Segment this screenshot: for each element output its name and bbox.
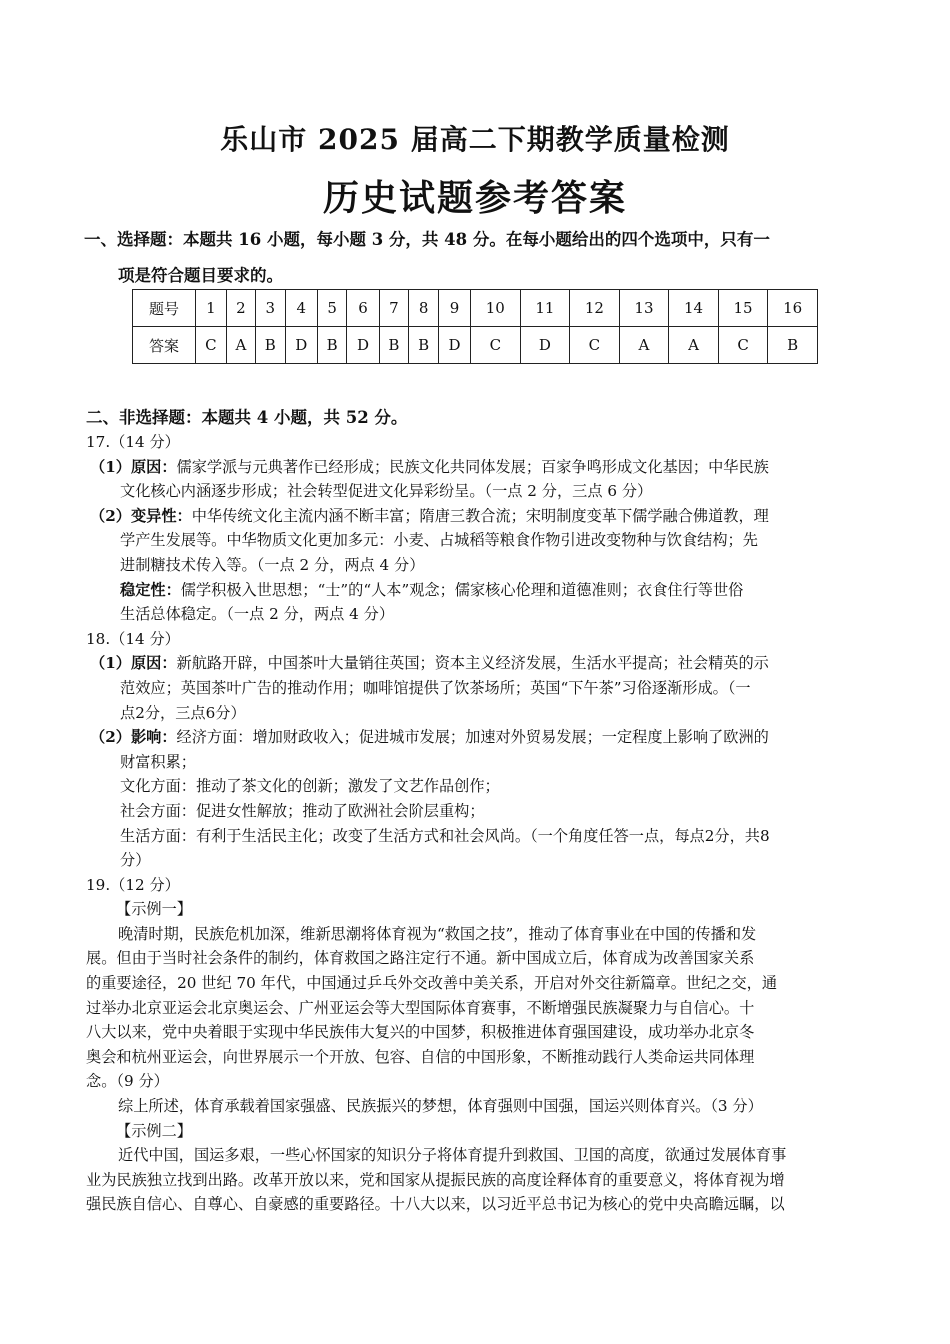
answer-table	[132, 289, 818, 364]
line-text: 业为民族独立找到出路。改革开放以来，党和国家从提振民族的高度诠释体育的重要意义，将体育视为增	[86, 1170, 785, 1189]
line-text: 分）	[120, 851, 151, 870]
line-text: 综上所述，体育承载着国家强盛、民族振兴的梦想，体育强则中国强，国运兴则体育兴。（3 分）	[118, 1097, 763, 1116]
line-text: 19.（12 分）	[86, 875, 180, 894]
text-line	[86, 504, 866, 529]
text-line	[86, 651, 866, 676]
text-line	[86, 824, 866, 849]
answer-cell: C	[471, 327, 521, 364]
answer-cell: B	[768, 327, 818, 364]
number-row-label: 题号	[133, 290, 196, 327]
line-text: 【示例一】	[116, 900, 192, 919]
text-line	[86, 1069, 866, 1094]
line-text: 儒学积极入世思想；“士”的“人本”观念；儒家核心伦理和道德准则；衣食住行等世俗	[180, 580, 744, 599]
question-number-cell: 15	[718, 290, 768, 327]
section-2-body	[86, 430, 866, 1217]
line-text: 18.（14 分）	[86, 629, 180, 648]
line-label: 稳定性：	[120, 580, 181, 599]
answer-cell: B	[379, 327, 409, 364]
answer-cell: A	[619, 327, 669, 364]
line-text: 进制糖技术传入等。（一点 2 分，两点 4 分）	[120, 555, 425, 574]
answer-cell: B	[255, 327, 285, 364]
text-line	[86, 848, 866, 873]
line-text: 文化方面：推动了茶文化的创新；激发了文艺作品创作；	[120, 777, 500, 796]
section-1-heading-line-2: 项是符合题目要求的。	[118, 266, 283, 285]
question-number-cell: 13	[619, 290, 669, 327]
question-number-cell: 10	[471, 290, 521, 327]
text-line	[86, 873, 866, 898]
line-text: 点2分，三点6分）	[120, 703, 246, 722]
line-label: （1）原因：	[90, 457, 177, 476]
text-line	[86, 1143, 866, 1168]
question-number-cell: 9	[438, 290, 470, 327]
answer-row-label: 答案	[133, 327, 196, 364]
text-line	[86, 1045, 866, 1070]
question-number-cell: 7	[379, 290, 409, 327]
answer-cell: B	[317, 327, 347, 364]
answer-cell: C	[718, 327, 768, 364]
line-text: 17.（14 分）	[86, 433, 180, 451]
text-line	[86, 479, 866, 504]
question-number-cell: 3	[255, 290, 285, 327]
line-text: 奥会和杭州亚运会，向世界展示一个开放、包容、自信的中国形象，不断推动践行人类命运共同体理	[86, 1047, 755, 1066]
text-line	[86, 1192, 866, 1217]
line-text: 生活总体稳定。（一点 2 分，两点 4 分）	[120, 605, 395, 624]
answer-cell: D	[520, 327, 570, 364]
text-line	[86, 1119, 866, 1144]
question-number-cell: 4	[285, 290, 317, 327]
line-label: （2）变异性：	[90, 506, 192, 525]
answer-table-number-row	[133, 290, 818, 327]
text-line	[86, 578, 866, 603]
question-number-cell: 16	[768, 290, 818, 327]
question-number-cell: 12	[570, 290, 620, 327]
text-line	[86, 774, 866, 799]
line-text: 念。（9 分）	[86, 1072, 169, 1091]
line-text: 生活方面：有利于生活民主化；改变了生活方式和社会风尚。（一个角度任答一点，每点2分，共8	[120, 826, 770, 845]
line-text: 的重要途径，20 世纪 70 年代，中国通过乒乓外交改善中美关系，开启对外交往新篇章。世纪之交，通	[86, 974, 778, 993]
line-text: 展。但由于当时社会条件的制约，体育救国之路注定行不通。新中国成立后，体育成为改善国家关系	[86, 949, 755, 968]
text-line	[86, 946, 866, 971]
text-line	[86, 1020, 866, 1045]
answer-cell: C	[196, 327, 227, 364]
text-line	[86, 676, 866, 701]
section-1-heading-line-1: 一、选择题：本题共 16 小题，每小题 3 分，共 48 分。在每小题给出的四个选项中，只有一	[84, 230, 770, 249]
text-line	[86, 799, 866, 824]
line-text: 财富积累；	[120, 752, 196, 771]
text-line	[86, 430, 866, 455]
section-1-heading	[84, 222, 874, 294]
line-text: 社会方面：促进女性解放；推动了欧洲社会阶层重构；	[120, 801, 485, 820]
answer-cell: A	[669, 327, 719, 364]
text-line	[86, 922, 866, 947]
text-line	[86, 627, 866, 652]
line-text: 范效应；英国茶叶广告的推动作用；咖啡馆提供了饮茶场所；英国“下午茶”习俗逐渐形成。（一	[120, 678, 751, 697]
text-line	[86, 602, 866, 627]
document-title: 历史试题参考答案	[322, 177, 627, 219]
text-line	[86, 971, 866, 996]
line-text: 学产生发展等。中华物质文化更加多元：小麦、占城稻等粮食作物引进改变物种与饮食结构；先	[120, 531, 758, 550]
question-number-cell: 6	[347, 290, 379, 327]
line-text: 经济方面：增加财政收入；促进城市发展；加速对外贸易发展；一定程度上影响了欧洲的	[176, 728, 769, 747]
line-text: 文化核心内涵逐步形成；社会转型促进文化异彩纷呈。（一点 2 分，三点 6 分）	[120, 482, 653, 501]
question-number-cell: 2	[226, 290, 255, 327]
question-number-cell: 14	[669, 290, 719, 327]
text-line	[86, 553, 866, 578]
text-line	[86, 455, 866, 480]
line-text: 儒家学派与元典著作已经形成；民族文化共同体发展；百家争鸣形成文化基因；中华民族	[176, 457, 769, 476]
text-line	[86, 725, 866, 750]
answer-cell: A	[226, 327, 255, 364]
text-line	[86, 996, 866, 1021]
text-line	[86, 897, 866, 922]
exam-title: 乐山市 2025 届高二下期教学质量检测	[220, 123, 730, 156]
line-label: （2）影响：	[90, 728, 177, 747]
text-line	[86, 701, 866, 726]
answer-cell: C	[570, 327, 620, 364]
question-number-cell: 5	[317, 290, 347, 327]
answer-cell: D	[285, 327, 317, 364]
question-number-cell: 11	[520, 290, 570, 327]
answer-cell: D	[438, 327, 470, 364]
text-line	[86, 750, 866, 775]
line-text: 中华传统文化主流内涵不断丰富；隋唐三教合流；宋明制度变革下儒学融合佛道教，理	[191, 506, 769, 525]
line-text: 近代中国，国运多艰，一些心怀国家的知识分子将体育提升到救国、卫国的高度，欲通过发展体育事	[118, 1146, 787, 1165]
answer-cell: D	[347, 327, 379, 364]
text-line	[86, 1168, 866, 1193]
line-text: 八大以来，党中央着眼于实现中华民族伟大复兴的中国梦，积极推进体育强国建设，成功举办北京冬	[86, 1023, 755, 1042]
answer-cell: B	[409, 327, 439, 364]
question-number-cell: 1	[196, 290, 227, 327]
line-text: 过举办北京亚运会北京奥运会、广州亚运会等大型国际体育赛事，不断增强民族凝聚力与自信心。十	[86, 998, 755, 1017]
line-text: 新航路开辟，中国茶叶大量销往英国；资本主义经济发展，生活水平提高；社会精英的示	[176, 654, 769, 673]
section-2-heading: 二、非选择题：本题共 4 小题，共 52 分。	[86, 408, 408, 427]
question-number-cell: 8	[409, 290, 439, 327]
line-text: 晚清时期，民族危机加深，维新思潮将体育视为“救国之技”，推动了体育事业在中国的传播和发	[118, 924, 757, 943]
text-line	[86, 1094, 866, 1119]
line-label: （1）原因：	[90, 654, 177, 673]
answer-table-answer-row	[133, 327, 818, 364]
text-line	[86, 528, 866, 553]
line-text: 【示例二】	[116, 1121, 192, 1140]
line-text: 强民族自信心、自尊心、自豪感的重要路径。十八大以来，以习近平总书记为核心的党中央高瞻远瞩，以	[86, 1195, 785, 1214]
